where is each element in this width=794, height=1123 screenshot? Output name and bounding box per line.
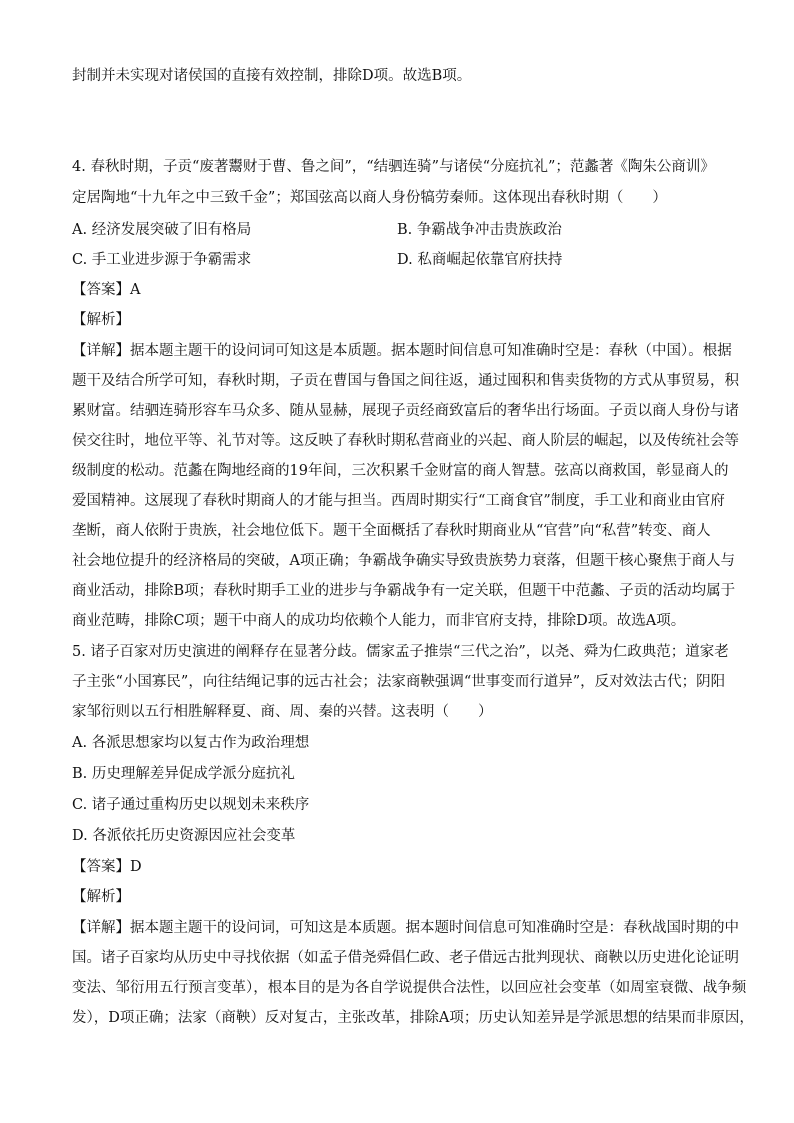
question-4-detail-line: 垄断，商人依附于贵族，社会地位低下。题干全面概括了春秋时期商业从“官营”向“私营”转变、商人 [72, 523, 711, 539]
question-4-detail-line: 级制度的松动。范蠡在陶地经商的19年间，三次积累千金财富的商人智慧。弦高以商救国，彰显商人的 [72, 463, 729, 479]
question-4-detail-line: 社会地位提升的经济格局的突破，A项正确；争霸战争确实导致贵族势力衰落，但题干核心聚焦于商人与 [72, 553, 735, 569]
question-4-detail-line: 商业活动，排除B项；春秋时期手工业的进步与争霸战争有一定关联，但题干中范蠡、子贡的活动均属于 [72, 583, 736, 599]
question-5-detail-line: 变法、邹衍用五行预言变革），根本目的是为各自学说提供合法性，以回应社会变革（如周室衰微、战争频 [72, 980, 747, 996]
question-4-detail-line: 侯交往时，地位平等、礼节对等。这反映了春秋时期私营商业的兴起、商人阶层的崛起，以及传统社会等 [72, 433, 739, 449]
question-4-detail-line: 【详解】据本题主题干的设问词可知这是本质题。据本题时间信息可知准确时空是：春秋（中国）。根据 [72, 343, 732, 359]
question-4-option-c: C. 手工业进步源于争霸需求 [72, 252, 252, 268]
question-5-stem-line-2: 子主张“小国寡民”，向往结绳记事的远古社会；法家商鞅强调“世事变而行道异”，反对效法古代；阴阳 [72, 674, 726, 690]
question-5-answer: 【答案】D [72, 859, 142, 875]
question-4-stem-line-2: 定居陶地“十九年之中三致千金”；郑国弦高以商人身份犒劳秦师。这体现出春秋时期（ ） [72, 190, 667, 206]
question-4-answer: 【答案】A [72, 282, 141, 298]
question-5-detail-line: 【详解】据本题主题干的设问词，可知这是本质题。据本题时间信息可知准确时空是：春秋战国时期的中 [72, 920, 739, 936]
question-5-stem-line-1: 5. 诸子百家对历史演进的阐释存在显著分歧。儒家孟子推崇“三代之治”，以尧、舜为仁政典范；道家老 [72, 644, 729, 660]
question-4-option-a: A. 经济发展突破了旧有格局 [72, 222, 252, 238]
question-5-detail-line: 国。诸子百家均从历史中寻找依据（如孟子借尧舜倡仁政、老子借远古批判现状、商鞅以历史进化论证明 [72, 950, 739, 966]
question-5-option-a: A. 各派思想家均以复古作为政治理想 [72, 735, 310, 751]
question-4-detail-line: 商业范畴，排除C项；题干中商人的成功均依赖个人能力，而非官府支持，排除D项。故选A项。 [72, 613, 686, 629]
question-5-option-c: C. 诸子通过重构历史以规划未来秩序 [72, 797, 310, 813]
question-4-detail-line: 爱国精神。这展现了春秋时期商人的才能与担当。西周时期实行“工商食官”制度，手工业和商业由官府 [72, 493, 725, 509]
question-4-option-d: D. 私商崛起依靠官府扶持 [397, 252, 563, 268]
question-5-stem-line-3: 家邹衍则以五行相胜解释夏、商、周、秦的兴替。这表明（ ） [72, 704, 493, 720]
question-4-options-row-1 [72, 220, 732, 240]
prev-answer-tail: 封制并未实现对诸侯国的直接有效控制，排除D项。故选B项。 [72, 68, 472, 84]
question-4-detail-line: 累财富。结驷连骑形容车马众多、随从显赫，展现子贡经商致富后的奢华出行场面。子贡以商人身份与诸 [72, 403, 739, 419]
question-5-option-d: D. 各派依托历史资源因应社会变革 [72, 828, 296, 844]
question-4-options-row-2 [72, 250, 732, 270]
question-5-option-b: B. 历史理解差异促成学派分庭抗礼 [72, 766, 295, 782]
question-4-analysis-label: 【解析】 [72, 312, 130, 328]
question-5-analysis-label: 【解析】 [72, 889, 130, 905]
question-4-option-b: B. 争霸战争冲击贵族政治 [397, 222, 562, 238]
question-4-stem-line-1: 4. 春秋时期，子贡“废著鬻财于曹、鲁之间”，“结驷连骑”与诸侯“分庭抗礼”；范蠡著《陶朱公商训》 [72, 159, 715, 175]
question-5-detail-line: 发），D项正确；法家（商鞅）反对复古，主张改革，排除A项；历史认知差异是学派思想的结果而非原因， [72, 1010, 754, 1026]
question-4-detail-line: 题干及结合所学可知，春秋时期，子贡在曹国与鲁国之间往返，通过囤积和售卖货物的方式从事贸易，积 [72, 373, 739, 389]
